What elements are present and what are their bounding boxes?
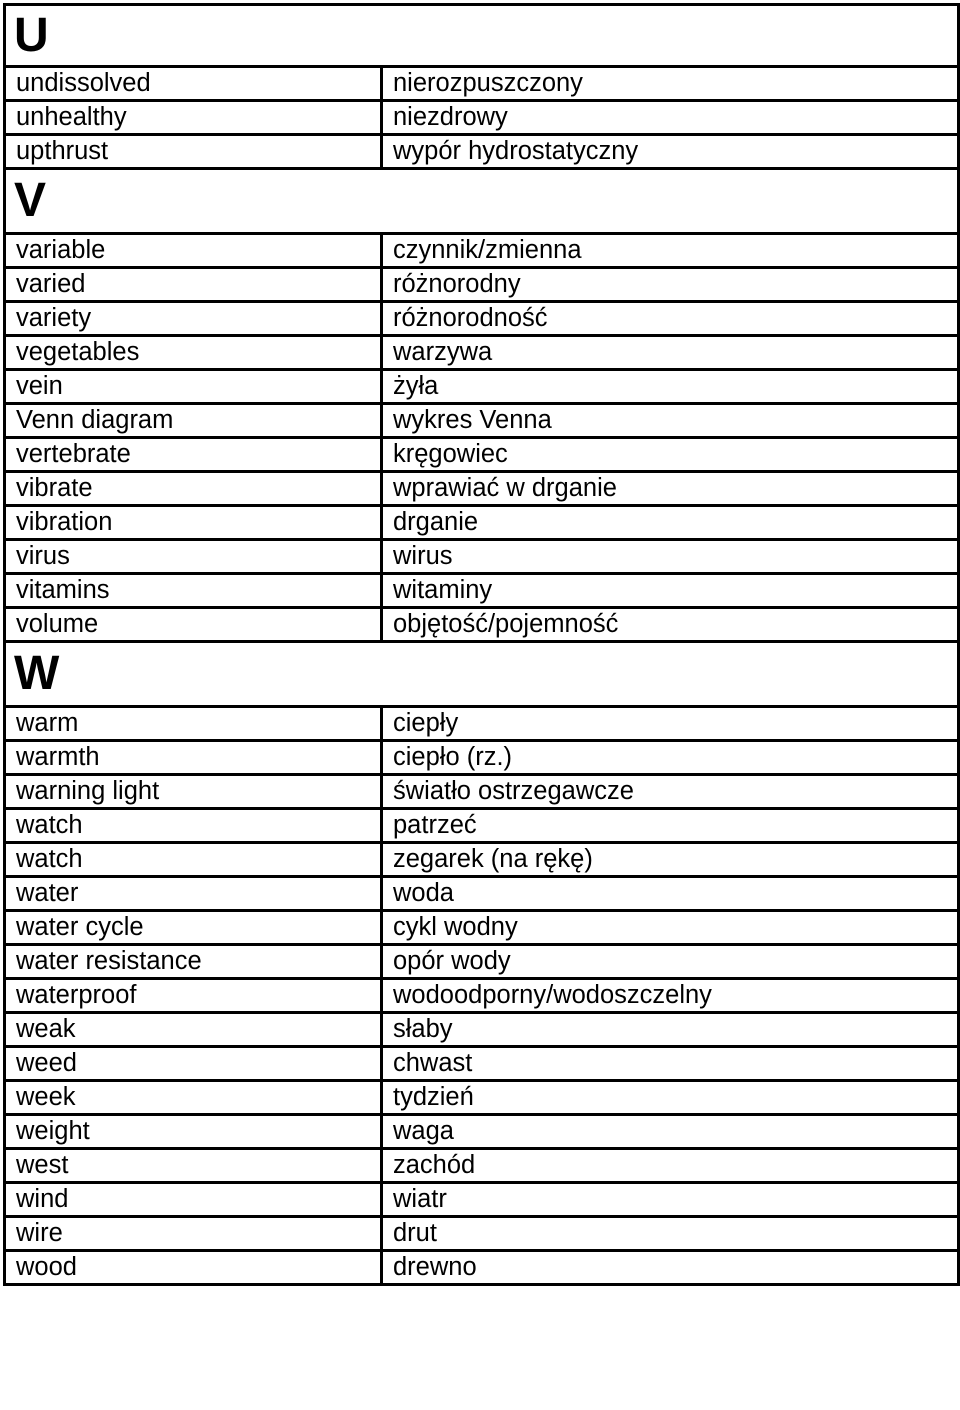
polish-translation: światło ostrzegawcze (382, 775, 959, 809)
english-term: warning light (5, 775, 382, 809)
glossary-row (5, 979, 959, 1013)
english-term: Venn diagram (5, 404, 382, 438)
english-term: west (5, 1149, 382, 1183)
polish-translation: różnorodny (382, 268, 959, 302)
english-term: vitamins (5, 574, 382, 608)
glossary-row (5, 877, 959, 911)
polish-translation: czynnik/zmienna (382, 234, 959, 268)
english-term: variety (5, 302, 382, 336)
glossary-row (5, 911, 959, 945)
polish-translation: wprawiać w drganie (382, 472, 959, 506)
polish-translation: wypór hydrostatyczny (382, 135, 959, 169)
section-header-v (5, 169, 959, 234)
polish-translation: kręgowiec (382, 438, 959, 472)
polish-translation: witaminy (382, 574, 959, 608)
glossary-row (5, 608, 959, 642)
glossary-row (5, 234, 959, 268)
glossary-row (5, 741, 959, 775)
polish-translation: słaby (382, 1013, 959, 1047)
polish-translation: zegarek (na rękę) (382, 843, 959, 877)
polish-translation: drganie (382, 506, 959, 540)
section-letter: W (5, 642, 959, 707)
section-letter: V (5, 169, 959, 234)
glossary-row (5, 404, 959, 438)
english-term: wire (5, 1217, 382, 1251)
english-term: watch (5, 809, 382, 843)
english-term: varied (5, 268, 382, 302)
glossary-row (5, 101, 959, 135)
english-term: upthrust (5, 135, 382, 169)
english-term: watch (5, 843, 382, 877)
glossary-row (5, 707, 959, 741)
polish-translation: nierozpuszczony (382, 67, 959, 101)
polish-translation: wirus (382, 540, 959, 574)
polish-translation: zachód (382, 1149, 959, 1183)
english-term: vegetables (5, 336, 382, 370)
glossary-row (5, 540, 959, 574)
polish-translation: ciepło (rz.) (382, 741, 959, 775)
polish-translation: niezdrowy (382, 101, 959, 135)
english-term: warm (5, 707, 382, 741)
glossary-row (5, 1013, 959, 1047)
polish-translation: drut (382, 1217, 959, 1251)
english-term: wood (5, 1251, 382, 1285)
glossary-row (5, 843, 959, 877)
english-term: warmth (5, 741, 382, 775)
english-term: vertebrate (5, 438, 382, 472)
glossary-row (5, 370, 959, 404)
english-term: variable (5, 234, 382, 268)
glossary-row (5, 1115, 959, 1149)
polish-translation: wiatr (382, 1183, 959, 1217)
polish-translation: wykres Venna (382, 404, 959, 438)
glossary-row (5, 775, 959, 809)
polish-translation: różnorodność (382, 302, 959, 336)
glossary-row (5, 1081, 959, 1115)
english-term: volume (5, 608, 382, 642)
polish-translation: patrzeć (382, 809, 959, 843)
polish-translation: wodoodporny/wodoszczelny (382, 979, 959, 1013)
polish-translation: objętość/pojemność (382, 608, 959, 642)
glossary-row (5, 1149, 959, 1183)
section-letter: U (5, 5, 959, 67)
glossary-row (5, 574, 959, 608)
english-term: vibration (5, 506, 382, 540)
english-term: wind (5, 1183, 382, 1217)
glossary-row (5, 135, 959, 169)
glossary-row (5, 945, 959, 979)
english-term: unhealthy (5, 101, 382, 135)
glossary-row (5, 268, 959, 302)
glossary-row (5, 1183, 959, 1217)
polish-translation: tydzień (382, 1081, 959, 1115)
glossary-row (5, 438, 959, 472)
polish-translation: cykl wodny (382, 911, 959, 945)
english-term: water (5, 877, 382, 911)
polish-translation: woda (382, 877, 959, 911)
glossary-row (5, 67, 959, 101)
english-term: weight (5, 1115, 382, 1149)
polish-translation: drewno (382, 1251, 959, 1285)
section-header-w (5, 642, 959, 707)
glossary-row (5, 336, 959, 370)
section-header-u (5, 5, 959, 67)
english-term: week (5, 1081, 382, 1115)
polish-translation: chwast (382, 1047, 959, 1081)
english-term: vibrate (5, 472, 382, 506)
english-term: water cycle (5, 911, 382, 945)
glossary-row (5, 1047, 959, 1081)
polish-translation: ciepły (382, 707, 959, 741)
polish-translation: waga (382, 1115, 959, 1149)
english-term: undissolved (5, 67, 382, 101)
glossary-body (5, 5, 959, 1285)
polish-translation: opór wody (382, 945, 959, 979)
glossary-row (5, 809, 959, 843)
english-term: weed (5, 1047, 382, 1081)
english-term: vein (5, 370, 382, 404)
polish-translation: żyła (382, 370, 959, 404)
glossary-page (3, 3, 960, 1286)
english-term: virus (5, 540, 382, 574)
polish-translation: warzywa (382, 336, 959, 370)
english-term: waterproof (5, 979, 382, 1013)
glossary-row (5, 472, 959, 506)
glossary-table (3, 3, 960, 1286)
english-term: water resistance (5, 945, 382, 979)
glossary-row (5, 506, 959, 540)
english-term: weak (5, 1013, 382, 1047)
glossary-row (5, 1251, 959, 1285)
glossary-row (5, 302, 959, 336)
glossary-row (5, 1217, 959, 1251)
